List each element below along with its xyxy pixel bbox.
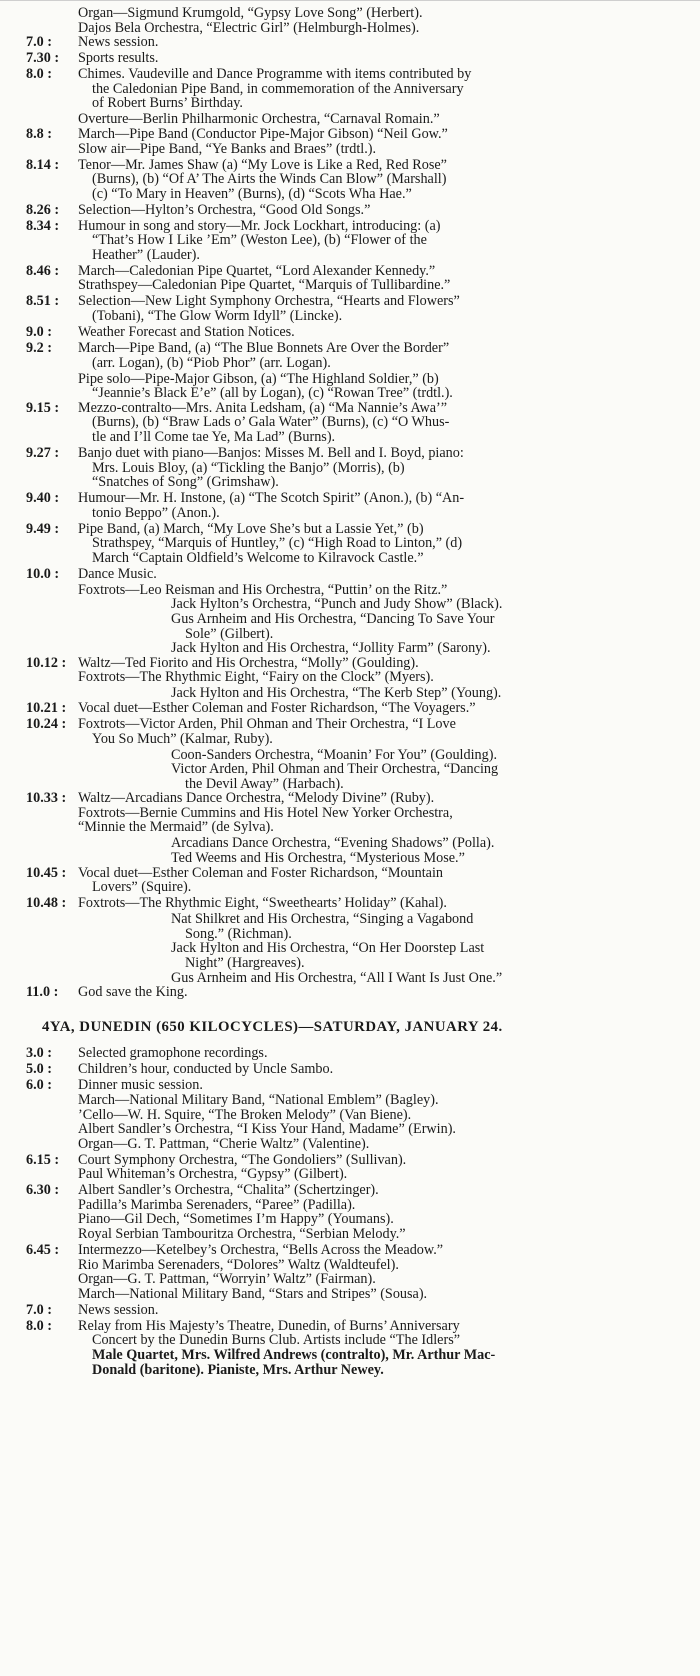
schedule-entry: [26, 341, 692, 370]
programme-item: [26, 112, 692, 127]
text-line: (c) “To Mary in Heaven” (Burns), (d) “Scots Wha Hae.”: [92, 185, 412, 202]
time-label: 11.0 :: [26, 984, 59, 1001]
time-label: 10.21 :: [26, 699, 67, 716]
text-line: Royal Serbian Tambouritza Orchestra, “Serbian Melody.”: [78, 1226, 406, 1243]
text-line: You So Much” (Kalmar, Ruby).: [92, 730, 273, 747]
schedule-entry: [26, 51, 692, 66]
text-line: March—National Military Band, “Stars and Stripes” (Sousa).: [78, 1285, 428, 1302]
entry-text: [78, 203, 692, 218]
text-line: (Burns), (b) “Braw Lads o’ Gala Water” (Burns), (c) “O Whus-: [92, 414, 450, 431]
text-line: Strathspey—Caledonian Pipe Quartet, “Marquis of Tullibardine.”: [78, 277, 451, 294]
schedule-entry: [26, 294, 692, 323]
text-line: Piano—Gil Dech, “Sometimes I’m Happy” (Youmans).: [78, 1211, 394, 1228]
text-line: “Minnie the Mermaid” (de Sylva).: [78, 819, 274, 836]
time-value: 9.27: [26, 444, 51, 461]
entry-text: [78, 158, 692, 202]
schedule-entry: [26, 491, 692, 520]
time-value: 9.0: [26, 323, 44, 340]
text-line: Albert Sandler’s Orchestra, “Chalita” (Schertzinger).: [78, 1182, 379, 1199]
text-line: Albert Sandler’s Orchestra, “I Kiss Your Hand, Madame” (Erwin).: [78, 1121, 456, 1138]
time-value: 9.49: [26, 520, 51, 537]
schedule-entry: [26, 203, 692, 218]
schedule-entry: [26, 446, 692, 490]
time-value: 8.26: [26, 201, 51, 218]
schedule-entry: [26, 717, 692, 746]
text-line: Vocal duet—Esther Coleman and Foster Richardson, “The Voyagers.”: [78, 699, 476, 716]
text-line: Overture—Berlin Philharmonic Orchestra, “Carnaval Romain.”: [78, 111, 440, 128]
entry-text: [78, 1243, 692, 1301]
time-value: 10.21: [26, 699, 58, 716]
time-value: 10.33: [26, 790, 58, 807]
schedule-entry: [26, 1078, 692, 1151]
programme-item: [26, 851, 692, 866]
text-line: Slow air—Pipe Band, “Ye Banks and Braes” (trdtl.).: [78, 140, 377, 157]
entry-text: [78, 1153, 692, 1182]
entry-text: [78, 325, 692, 340]
programme-item: [26, 912, 692, 941]
schedule-entry: [26, 1153, 692, 1182]
text-line: Song.” (Richman).: [185, 925, 292, 942]
entry-text: [78, 866, 692, 895]
entry-text: [78, 896, 692, 911]
entry-text: [78, 264, 692, 293]
entry-text: [78, 567, 692, 582]
entry-text: [78, 522, 692, 566]
text-line: Organ—G. T. Pattman, “Cherie Waltz” (Valentine).: [78, 1135, 370, 1152]
schedule-entry: [26, 219, 692, 263]
text-line: Foxtrots—Leo Reisman and His Orchestra, “Puttin’ on the Ritz.”: [78, 581, 448, 598]
text-line: Tenor—Mr. James Shaw (a) “My Love is Like a Red, Red Rose”: [78, 156, 447, 173]
schedule-entry: [26, 985, 692, 1000]
entry-text: [78, 219, 692, 263]
time-value: 6.0: [26, 1077, 44, 1094]
text-line: of Robert Burns’ Birthday.: [92, 95, 243, 112]
text-line: Relay from His Majesty’s Theatre, Dunedin, of Burns’ Anniversary: [78, 1317, 460, 1334]
text-line: Jack Hylton and His Orchestra, “On Her Doorstep Last: [171, 940, 485, 957]
time-value: 8.51: [26, 293, 51, 310]
text-line: the Devil Away” (Harbach).: [185, 775, 344, 792]
text-line: Strathspey, “Marquis of Huntley,” (c) “High Road to Linton,” (d): [92, 535, 463, 552]
entry-text: [78, 1046, 692, 1061]
text-line: tonio Beppo” (Anon.).: [92, 504, 220, 521]
time-label: 8.8 :: [26, 125, 53, 142]
schedule-entry: [26, 1303, 692, 1318]
time-label: 8.51 :: [26, 293, 60, 310]
entry-text: [78, 1062, 692, 1077]
time-value: 6.15: [26, 1151, 51, 1168]
time-value: 9.40: [26, 490, 51, 507]
text-line: Intermezzo—Ketelbey’s Orchestra, “Bells Across the Meadow.”: [78, 1242, 444, 1259]
text-line: “Snatches of Song” (Grimshaw).: [92, 474, 279, 491]
text-line: Humour—Mr. H. Instone, (a) “The Scotch Spirit” (Anon.), (b) “An-: [78, 490, 465, 507]
text-line: March—Pipe Band, (a) “The Blue Bonnets Are Over the Border”: [78, 339, 450, 356]
text-line: Coon-Sanders Orchestra, “Moanin’ For You” (Goulding).: [171, 746, 497, 763]
time-label: 7.0 :: [26, 1301, 53, 1318]
text-line: Foxtrots—Bernie Cummins and His Hotel New Yorker Orchestra,: [78, 804, 453, 821]
time-label: 8.14 :: [26, 156, 60, 173]
text-line: Waltz—Ted Fiorito and His Orchestra, “Molly” (Goulding).: [78, 654, 419, 671]
schedule-entry: [26, 1319, 692, 1377]
time-value: 8.14: [26, 156, 51, 173]
entry-text: [78, 341, 692, 370]
schedule-list-3ya: [26, 35, 692, 1000]
text-line: Heather” (Lauder).: [92, 246, 200, 263]
schedule-entry: [26, 35, 692, 50]
programme-item: [26, 941, 692, 970]
text-line: Foxtrots—The Rhythmic Eight, “Sweethearts’ Holiday” (Kahal).: [78, 895, 447, 912]
time-label: 10.12 :: [26, 654, 67, 671]
entry-text: [78, 35, 692, 50]
time-label: 10.33 :: [26, 790, 67, 807]
text-line: tle and I’ll Come tae Ye, Ma Lad” (Burns).: [92, 428, 336, 445]
text-line: Dajos Bela Orchestra, “Electric Girl” (Helmburgh-Holmes).: [78, 19, 420, 36]
text-line: Children’s hour, conducted by Uncle Sambo.: [78, 1061, 334, 1078]
schedule-entry: [26, 67, 692, 111]
text-line: ’Cello—W. H. Squire, “The Broken Melody” (Van Biene).: [78, 1106, 412, 1123]
continued-item: [26, 6, 692, 35]
programme-item: [26, 641, 692, 656]
text-line: March “Captain Oldfield’s Welcome to Kilravock Castle.”: [92, 549, 424, 566]
text-line: Sports results.: [78, 50, 159, 67]
time-label: 9.0 :: [26, 323, 53, 340]
entry-text: [78, 985, 692, 1000]
programme-item: [26, 612, 692, 641]
time-label: 6.0 :: [26, 1077, 53, 1094]
time-value: 7.0: [26, 34, 44, 51]
text-line: Pipe solo—Pipe-Major Gibson, (a) “The Highland Soldier,” (b): [78, 370, 439, 387]
programme-item: [26, 748, 692, 763]
text-line: Jack Hylton’s Orchestra, “Punch and Judy Show” (Black).: [171, 596, 503, 613]
time-label: 3.0 :: [26, 1045, 53, 1062]
programme-item: [26, 836, 692, 851]
entry-text: [78, 1078, 692, 1151]
time-label: 9.27 :: [26, 444, 60, 461]
time-value: 10.0: [26, 565, 51, 582]
text-line: Ted Weems and His Orchestra, “Mysterious Mose.”: [171, 850, 465, 867]
text-line: Dance Music.: [78, 565, 157, 582]
text-line: Selection—Hylton’s Orchestra, “Good Old Songs.”: [78, 201, 371, 218]
section-title: 4YA, DUNEDIN (650 KILOCYCLES)—SATURDAY, JANUARY 24.: [42, 1018, 503, 1035]
time-value: 8.34: [26, 217, 51, 234]
text-line: Nat Shilkret and His Orchestra, “Singing a Vagabond: [171, 911, 474, 928]
entry-text: [78, 401, 692, 445]
time-label: 8.0 :: [26, 1317, 53, 1334]
entry-text: [78, 656, 692, 685]
text-line: Concert by the Dunedin Burns Club. Artists include “The Idlers”: [92, 1332, 461, 1349]
time-value: 7.0: [26, 1301, 44, 1318]
text-line: Paul Whiteman’s Orchestra, “Gypsy” (Gilbert).: [78, 1166, 348, 1183]
text-line: the Caledonian Pipe Band, in commemoration of the Anniversary: [92, 80, 464, 97]
schedule-entry: [26, 1062, 692, 1077]
entry-text: [78, 127, 692, 156]
time-value: 10.12: [26, 654, 58, 671]
schedule-entry: [26, 1243, 692, 1301]
entry-text: [78, 51, 692, 66]
time-value: 9.15: [26, 399, 51, 416]
text-line: News session.: [78, 1301, 159, 1318]
continued-items: [26, 6, 692, 35]
time-label: 6.30 :: [26, 1182, 60, 1199]
text-line: Padilla’s Marimba Serenaders, “Paree” (Padilla).: [78, 1196, 356, 1213]
top-rule: [0, 0, 700, 1]
programme-page: [26, 6, 692, 1379]
text-line: Selected gramophone recordings.: [78, 1045, 268, 1062]
time-label: 10.0 :: [26, 565, 60, 582]
text-line: Pipe Band, (a) March, “My Love She’s but a Lassie Yet,” (b): [78, 520, 424, 537]
time-label: 10.45 :: [26, 864, 67, 881]
time-value: 8.46: [26, 262, 51, 279]
time-value: 10.48: [26, 895, 58, 912]
time-value: 10.45: [26, 864, 58, 881]
text-line: March—National Military Band, “National Emblem” (Bagley).: [78, 1091, 439, 1108]
entry-text: [78, 701, 692, 716]
text-line: (Tobani), “The Glow Worm Idyll” (Lincke).: [92, 308, 343, 324]
time-value: 6.45: [26, 1242, 51, 1259]
text-line: Weather Forecast and Station Notices.: [78, 323, 295, 340]
text-line: Sole” (Gilbert).: [185, 625, 274, 642]
entry-text: [78, 446, 692, 490]
time-value: 8.0: [26, 66, 44, 83]
entry-text: [78, 294, 692, 323]
time-value: 11.0: [26, 984, 51, 1001]
text-line: Mrs. Louis Bloy, (a) “Tickling the Banjo” (Morris), (b): [92, 459, 405, 476]
text-line: Rio Marimba Serenaders, “Dolores” Waltz (Waldteufel).: [78, 1256, 399, 1273]
time-label: 9.40 :: [26, 490, 60, 507]
schedule-entry: [26, 656, 692, 685]
schedule-list-4ya: [26, 1046, 692, 1377]
schedule-entry: [26, 567, 692, 582]
time-value: 3.0: [26, 1045, 44, 1062]
text-line: Jack Hylton and His Orchestra, “Jollity Farm” (Sarony).: [171, 640, 491, 657]
programme-item: [26, 762, 692, 791]
text-line: Foxtrots—The Rhythmic Eight, “Fairy on the Clock” (Myers).: [78, 669, 434, 686]
text-line: Organ—Sigmund Krumgold, “Gypsy Love Song” (Herbert).: [78, 5, 423, 21]
time-label: 7.30 :: [26, 50, 60, 67]
entry-text: [78, 791, 692, 835]
schedule-entry: [26, 325, 692, 340]
time-label: 10.48 :: [26, 895, 67, 912]
text-line: Chimes. Vaudeville and Dance Programme with items contributed by: [78, 66, 472, 83]
time-label: 8.46 :: [26, 262, 60, 279]
schedule-entry: [26, 401, 692, 445]
text-line: March—Caledonian Pipe Quartet, “Lord Alexander Kennedy.”: [78, 262, 436, 279]
time-value: 5.0: [26, 1061, 44, 1078]
time-label: 6.45 :: [26, 1242, 60, 1259]
text-line: Vocal duet—Esther Coleman and Foster Richardson, “Mountain: [78, 864, 443, 881]
entry-text: [78, 717, 692, 746]
schedule-entry: [26, 791, 692, 835]
text-line: Mezzo-contralto—Mrs. Anita Ledsham, (a) “Ma Nannie’s Awa’”: [78, 399, 448, 416]
programme-item: [26, 597, 692, 612]
text-line: Waltz—Arcadians Dance Orchestra, “Melody Divine” (Ruby).: [78, 790, 435, 807]
entry-text: [78, 1303, 692, 1318]
schedule-entry: [26, 701, 692, 716]
schedule-entry: [26, 127, 692, 156]
text-line: Gus Arnheim and His Orchestra, “All I Want Is Just One.”: [171, 969, 503, 986]
entry-text: [78, 1319, 692, 1377]
text-line: Organ—G. T. Pattman, “Worryin’ Waltz” (Fairman).: [78, 1271, 376, 1288]
time-value: 10.24: [26, 715, 58, 732]
time-value: 8.8: [26, 125, 44, 142]
text-line: News session.: [78, 34, 159, 51]
time-value: 9.2: [26, 339, 44, 356]
programme-item: [26, 686, 692, 701]
schedule-entry: [26, 896, 692, 911]
text-line: (Burns), (b) “Of A’ The Airts the Winds Can Blow” (Marshall): [92, 171, 447, 188]
schedule-entry: [26, 1183, 692, 1241]
text-line: Dinner music session.: [78, 1077, 203, 1094]
text-line: Foxtrots—Victor Arden, Phil Ohman and Their Orchestra, “I Love: [78, 715, 456, 732]
text-line: Court Symphony Orchestra, “The Gondoliers” (Sullivan).: [78, 1151, 407, 1168]
text-line: Banjo duet with piano—Banjos: Misses M. Bell and I. Boyd, piano:: [78, 444, 464, 461]
entry-text: [78, 67, 692, 111]
time-label: 5.0 :: [26, 1061, 53, 1078]
schedule-entry: [26, 1046, 692, 1061]
text-line: Jack Hylton and His Orchestra, “The Kerb Step” (Young).: [171, 685, 502, 702]
text-line: Humour in song and story—Mr. Jock Lockhart, introducing: (a): [78, 217, 441, 234]
text-line: Male Quartet, Mrs. Wilfred Andrews (contralto), Mr. Arthur Mac-: [92, 1346, 496, 1363]
time-value: 6.30: [26, 1182, 51, 1199]
text-line: Arcadians Dance Orchestra, “Evening Shadows” (Polla).: [171, 835, 495, 852]
text-line: March—Pipe Band (Conductor Pipe-Major Gibson) “Neil Gow.”: [78, 125, 448, 142]
text-line: Selection—New Light Symphony Orchestra, “Hearts and Flowers”: [78, 293, 460, 310]
time-label: 10.24 :: [26, 715, 67, 732]
entry-text: [78, 1183, 692, 1241]
text-line: Victor Arden, Phil Ohman and Their Orchestra, “Dancing: [171, 761, 499, 778]
text-line: (arr. Logan), (b) “Piob Phor” (arr. Logan).: [92, 354, 331, 371]
time-label: 8.26 :: [26, 201, 60, 218]
time-label: 9.2 :: [26, 339, 53, 356]
text-line: Gus Arnheim and His Orchestra, “Dancing To Save Your: [171, 611, 495, 627]
time-label: 8.0 :: [26, 66, 53, 83]
time-label: 7.0 :: [26, 34, 53, 51]
time-label: 9.15 :: [26, 399, 60, 416]
text-line: Lovers” (Squire).: [92, 879, 192, 896]
time-value: 7.30: [26, 50, 51, 67]
programme-item: [26, 372, 692, 401]
programme-item: [26, 971, 692, 986]
text-line: God save the King.: [78, 984, 188, 1001]
time-label: 8.34 :: [26, 217, 60, 234]
programme-item: [26, 583, 692, 598]
time-value: 8.0: [26, 1317, 44, 1334]
schedule-entry: [26, 158, 692, 202]
time-label: 6.15 :: [26, 1151, 60, 1168]
text-line: Night” (Hargreaves).: [185, 955, 305, 971]
text-line: “Jeannie’s Black E’e” (all by Logan), (c) “Rowan Tree” (trdtl.).: [92, 385, 453, 402]
entry-text: [78, 491, 692, 520]
schedule-entry: [26, 264, 692, 293]
schedule-entry: [26, 522, 692, 566]
text-line: “That’s How I Like ’Em” (Weston Lee), (b) “Flower of the: [92, 232, 427, 249]
text-line: Donald (baritone). Pianiste, Mrs. Arthur Newey.: [92, 1361, 384, 1378]
schedule-entry: [26, 866, 692, 895]
time-label: 9.49 :: [26, 520, 60, 537]
